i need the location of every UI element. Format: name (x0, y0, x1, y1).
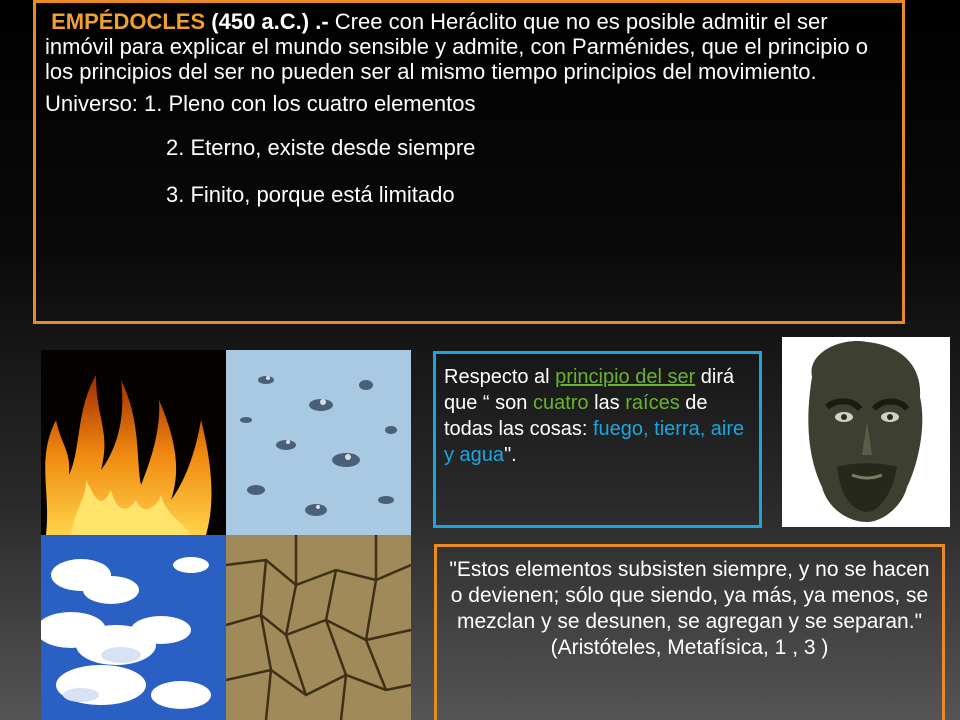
intro-text-box (33, 0, 905, 324)
intro-paragraph (45, 9, 892, 84)
principle-text-1: Respecto al (444, 366, 556, 388)
principle-text-2: dirá que “ son (444, 366, 735, 414)
principle-text-4: de todas las cosas: (444, 392, 708, 440)
philosopher-date: (450 a.C.) .- (211, 9, 329, 34)
principle-highlight-elements: fuego, tierra, aire y agua (444, 418, 745, 466)
principle-highlight-raices: raíces (625, 392, 680, 414)
empedocles-bust-image (782, 337, 950, 527)
four-elements-collage (41, 350, 411, 720)
quote-citation: (Aristóteles, Metafísica, 1 , 3 ) (550, 636, 829, 659)
intro-text: Cree con Heráclito que no es posible admitir el ser inmóvil para explicar el mundo sensible y admite, con Parménides, que el principio o los principios del ser no pueden ser al mismo tiempo principios del movimiento. (45, 9, 868, 84)
principle-text-3: las (588, 392, 626, 414)
fire-image (41, 350, 226, 535)
sky-image (41, 535, 226, 720)
universe-line-3: 3. Finito, porque está limitado (166, 182, 455, 207)
aristotle-quote-box (434, 544, 945, 720)
principle-highlight-cuatro: cuatro (532, 392, 589, 414)
universe-line-1: Universo: 1. Pleno con los cuatro elementos (45, 91, 476, 116)
water-image (226, 350, 411, 535)
principle-text-5: ". (504, 444, 517, 466)
principle-link[interactable]: principio del ser (555, 366, 696, 388)
cracked-earth-image (226, 535, 411, 720)
universe-line-2: 2. Eterno, existe desde siempre (166, 135, 476, 160)
principle-text-box (433, 351, 762, 528)
philosopher-name: EMPÉDOCLES (51, 9, 206, 34)
quote-text: "Estos elementos subsisten siempre, y no se hacen o devienen; sólo que siendo, ya más, ya menos, se mezclan y se desunen, se agregan y se separan." (449, 558, 930, 633)
